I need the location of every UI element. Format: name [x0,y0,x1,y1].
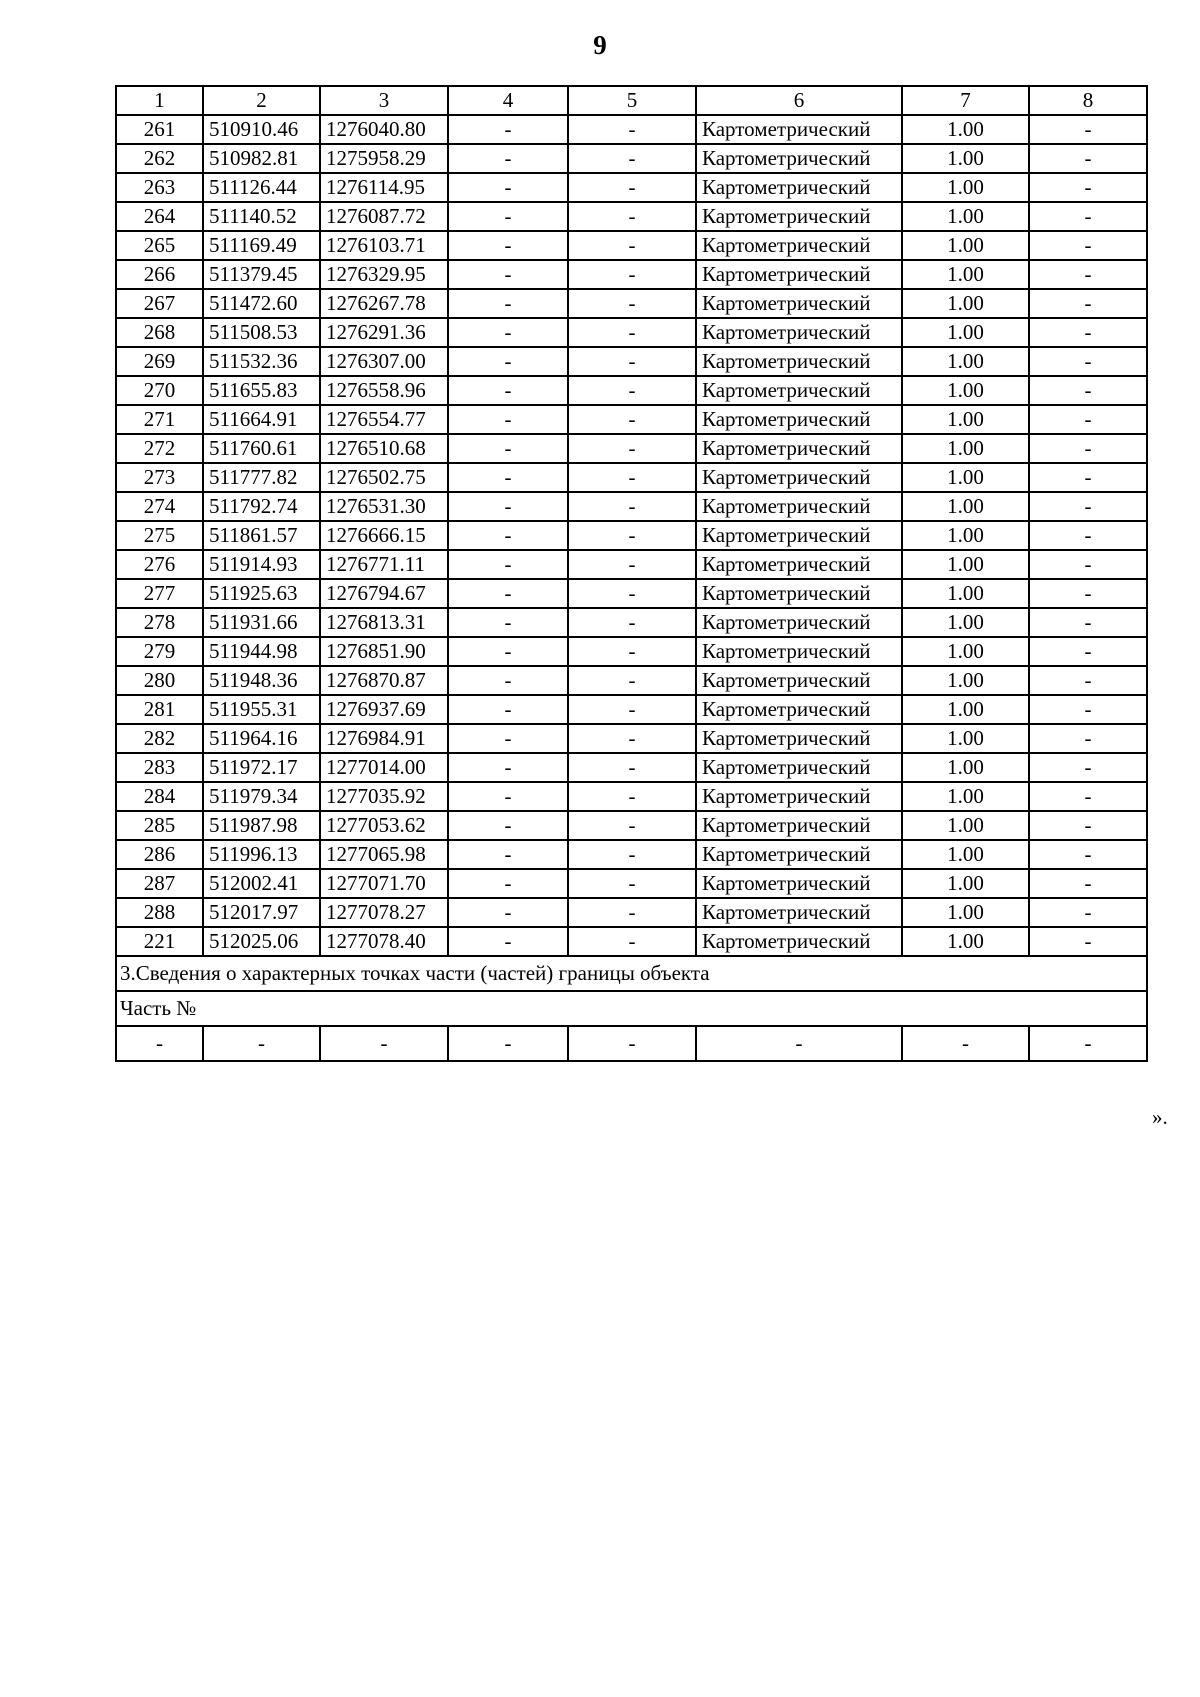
column-5-cell: - [568,579,696,608]
x-coordinate-cell: 512017.97 [203,898,320,927]
column-8-cell: - [1029,550,1147,579]
point-number-cell: 264 [116,202,203,231]
column-8-cell: - [1029,405,1147,434]
empty-cell: - [448,1026,568,1061]
empty-cell: - [116,1026,203,1061]
column-4-cell: - [448,347,568,376]
method-cell: Картометрический [696,115,902,144]
accuracy-cell: 1.00 [902,550,1029,579]
x-coordinate-cell: 511964.16 [203,724,320,753]
column-5-cell: - [568,869,696,898]
x-coordinate-cell: 510910.46 [203,115,320,144]
x-coordinate-cell: 511792.74 [203,492,320,521]
accuracy-cell: 1.00 [902,231,1029,260]
point-number-cell: 267 [116,289,203,318]
point-number-cell: 286 [116,840,203,869]
column-8-cell: - [1029,666,1147,695]
column-5-cell: - [568,405,696,434]
point-number-cell: 262 [116,144,203,173]
column-4-cell: - [448,289,568,318]
column-5-cell: - [568,724,696,753]
column-8-cell: - [1029,753,1147,782]
empty-cell: - [320,1026,448,1061]
column-8-cell: - [1029,115,1147,144]
column-header: 3 [320,86,448,115]
column-4-cell: - [448,115,568,144]
point-number-cell: 273 [116,463,203,492]
column-8-cell: - [1029,260,1147,289]
method-cell: Картометрический [696,231,902,260]
accuracy-cell: 1.00 [902,724,1029,753]
accuracy-cell: 1.00 [902,492,1029,521]
column-4-cell: - [448,927,568,956]
method-cell: Картометрический [696,260,902,289]
table-row [116,753,1147,782]
y-coordinate-cell: 1276510.68 [320,434,448,463]
column-4-cell: - [448,579,568,608]
table-row [116,811,1147,840]
point-number-cell: 276 [116,550,203,579]
column-5-cell: - [568,782,696,811]
column-header: 7 [902,86,1029,115]
column-8-cell: - [1029,463,1147,492]
x-coordinate-cell: 511169.49 [203,231,320,260]
empty-cell: - [203,1026,320,1061]
point-number-cell: 274 [116,492,203,521]
column-5-cell: - [568,811,696,840]
x-coordinate-cell: 511925.63 [203,579,320,608]
method-cell: Картометрический [696,173,902,202]
column-8-cell: - [1029,231,1147,260]
table-row [116,115,1147,144]
method-cell: Картометрический [696,492,902,521]
column-4-cell: - [448,724,568,753]
x-coordinate-cell: 511760.61 [203,434,320,463]
column-5-cell: - [568,695,696,724]
point-number-cell: 221 [116,927,203,956]
table-row [116,724,1147,753]
point-number-cell: 282 [116,724,203,753]
accuracy-cell: 1.00 [902,115,1029,144]
column-8-cell: - [1029,840,1147,869]
column-5-cell: - [568,608,696,637]
table-row [116,289,1147,318]
table-row [116,521,1147,550]
accuracy-cell: 1.00 [902,260,1029,289]
x-coordinate-cell: 511931.66 [203,608,320,637]
column-8-cell: - [1029,376,1147,405]
column-4-cell: - [448,463,568,492]
x-coordinate-cell: 511532.36 [203,347,320,376]
accuracy-cell: 1.00 [902,289,1029,318]
point-number-cell: 272 [116,434,203,463]
y-coordinate-cell: 1276307.00 [320,347,448,376]
column-header: 2 [203,86,320,115]
method-cell: Картометрический [696,898,902,927]
column-5-cell: - [568,173,696,202]
method-cell: Картометрический [696,521,902,550]
column-8-cell: - [1029,173,1147,202]
point-number-cell: 280 [116,666,203,695]
method-cell: Картометрический [696,318,902,347]
column-header: 6 [696,86,902,115]
point-number-cell: 269 [116,347,203,376]
method-cell: Картометрический [696,811,902,840]
point-number-cell: 270 [116,376,203,405]
column-4-cell: - [448,231,568,260]
accuracy-cell: 1.00 [902,753,1029,782]
method-cell: Картометрический [696,144,902,173]
column-4-cell: - [448,753,568,782]
x-coordinate-cell: 511655.83 [203,376,320,405]
accuracy-cell: 1.00 [902,869,1029,898]
accuracy-cell: 1.00 [902,202,1029,231]
accuracy-cell: 1.00 [902,840,1029,869]
column-4-cell: - [448,550,568,579]
method-cell: Картометрический [696,724,902,753]
accuracy-cell: 1.00 [902,434,1029,463]
y-coordinate-cell: 1276087.72 [320,202,448,231]
x-coordinate-cell: 511664.91 [203,405,320,434]
column-5-cell: - [568,840,696,869]
accuracy-cell: 1.00 [902,521,1029,550]
point-number-cell: 275 [116,521,203,550]
table-row [116,463,1147,492]
x-coordinate-cell: 511972.17 [203,753,320,782]
y-coordinate-cell: 1277065.98 [320,840,448,869]
method-cell: Картометрический [696,666,902,695]
table-row [116,898,1147,927]
column-5-cell: - [568,521,696,550]
accuracy-cell: 1.00 [902,347,1029,376]
y-coordinate-cell: 1276040.80 [320,115,448,144]
y-coordinate-cell: 1276558.96 [320,376,448,405]
accuracy-cell: 1.00 [902,898,1029,927]
column-4-cell: - [448,637,568,666]
column-4-cell: - [448,318,568,347]
x-coordinate-cell: 511979.34 [203,782,320,811]
column-5-cell: - [568,492,696,521]
accuracy-cell: 1.00 [902,144,1029,173]
method-cell: Картометрический [696,782,902,811]
closing-quote: ». [1152,1105,1168,1129]
x-coordinate-cell: 511508.53 [203,318,320,347]
point-number-cell: 263 [116,173,203,202]
empty-cell: - [1029,1026,1147,1061]
point-number-cell: 278 [116,608,203,637]
column-4-cell: - [448,260,568,289]
method-cell: Картометрический [696,608,902,637]
y-coordinate-cell: 1276984.91 [320,724,448,753]
column-4-cell: - [448,898,568,927]
y-coordinate-cell: 1276554.77 [320,405,448,434]
point-number-cell: 266 [116,260,203,289]
table-row [116,173,1147,202]
method-cell: Картометрический [696,753,902,782]
table-row [116,927,1147,956]
table-row [116,666,1147,695]
column-4-cell: - [448,666,568,695]
accuracy-cell: 1.00 [902,637,1029,666]
column-5-cell: - [568,898,696,927]
table-row [116,144,1147,173]
column-8-cell: - [1029,724,1147,753]
method-cell: Картометрический [696,927,902,956]
column-5-cell: - [568,927,696,956]
x-coordinate-cell: 511987.98 [203,811,320,840]
column-8-cell: - [1029,318,1147,347]
column-8-cell: - [1029,289,1147,318]
table-row [116,434,1147,463]
table-row [116,695,1147,724]
point-number-cell: 284 [116,782,203,811]
x-coordinate-cell: 511777.82 [203,463,320,492]
column-4-cell: - [448,869,568,898]
method-cell: Картометрический [696,463,902,492]
table-row [116,318,1147,347]
column-8-cell: - [1029,811,1147,840]
table-row [116,492,1147,521]
y-coordinate-cell: 1276502.75 [320,463,448,492]
part-label-row [116,991,1147,1026]
column-4-cell: - [448,492,568,521]
empty-cell: - [902,1026,1029,1061]
column-4-cell: - [448,434,568,463]
y-coordinate-cell: 1276103.71 [320,231,448,260]
method-cell: Картометрический [696,579,902,608]
section-title: 3.Сведения о характерных точках части (частей) границы объекта [116,956,1147,991]
column-4-cell: - [448,405,568,434]
column-5-cell: - [568,347,696,376]
y-coordinate-cell: 1276531.30 [320,492,448,521]
table-row [116,550,1147,579]
y-coordinate-cell: 1276813.31 [320,608,448,637]
x-coordinate-cell: 512025.06 [203,927,320,956]
empty-cell: - [696,1026,902,1061]
column-4-cell: - [448,144,568,173]
accuracy-cell: 1.00 [902,695,1029,724]
y-coordinate-cell: 1277053.62 [320,811,448,840]
x-coordinate-cell: 511861.57 [203,521,320,550]
point-number-cell: 261 [116,115,203,144]
table-row [116,347,1147,376]
method-cell: Картометрический [696,289,902,318]
empty-part-row [116,1026,1147,1061]
column-5-cell: - [568,318,696,347]
column-8-cell: - [1029,608,1147,637]
column-5-cell: - [568,550,696,579]
column-8-cell: - [1029,869,1147,898]
method-cell: Картометрический [696,434,902,463]
column-8-cell: - [1029,144,1147,173]
x-coordinate-cell: 511944.98 [203,637,320,666]
x-coordinate-cell: 511126.44 [203,173,320,202]
column-5-cell: - [568,115,696,144]
column-4-cell: - [448,608,568,637]
accuracy-cell: 1.00 [902,318,1029,347]
column-8-cell: - [1029,579,1147,608]
column-8-cell: - [1029,434,1147,463]
x-coordinate-cell: 511379.45 [203,260,320,289]
column-8-cell: - [1029,347,1147,376]
column-5-cell: - [568,434,696,463]
table-row [116,782,1147,811]
column-8-cell: - [1029,521,1147,550]
method-cell: Картометрический [696,869,902,898]
y-coordinate-cell: 1277014.00 [320,753,448,782]
table-row [116,637,1147,666]
column-header: 4 [448,86,568,115]
x-coordinate-cell: 511948.36 [203,666,320,695]
column-header: 5 [568,86,696,115]
column-8-cell: - [1029,695,1147,724]
accuracy-cell: 1.00 [902,782,1029,811]
column-8-cell: - [1029,637,1147,666]
method-cell: Картометрический [696,550,902,579]
column-5-cell: - [568,637,696,666]
y-coordinate-cell: 1275958.29 [320,144,448,173]
column-8-cell: - [1029,898,1147,927]
point-number-cell: 283 [116,753,203,782]
accuracy-cell: 1.00 [902,376,1029,405]
x-coordinate-cell: 512002.41 [203,869,320,898]
x-coordinate-cell: 511996.13 [203,840,320,869]
accuracy-cell: 1.00 [902,579,1029,608]
accuracy-cell: 1.00 [902,608,1029,637]
method-cell: Картометрический [696,405,902,434]
accuracy-cell: 1.00 [902,463,1029,492]
column-5-cell: - [568,289,696,318]
column-5-cell: - [568,144,696,173]
table-row [116,869,1147,898]
method-cell: Картометрический [696,637,902,666]
table-header-row [116,86,1147,115]
point-number-cell: 277 [116,579,203,608]
point-number-cell: 287 [116,869,203,898]
method-cell: Картометрический [696,347,902,376]
column-5-cell: - [568,376,696,405]
point-number-cell: 279 [116,637,203,666]
table-row [116,579,1147,608]
point-number-cell: 288 [116,898,203,927]
table-row [116,202,1147,231]
method-cell: Картометрический [696,376,902,405]
y-coordinate-cell: 1276666.15 [320,521,448,550]
column-4-cell: - [448,782,568,811]
method-cell: Картометрический [696,202,902,231]
table-row [116,840,1147,869]
column-header: 8 [1029,86,1147,115]
column-8-cell: - [1029,492,1147,521]
column-4-cell: - [448,840,568,869]
column-8-cell: - [1029,782,1147,811]
column-header: 1 [116,86,203,115]
column-5-cell: - [568,231,696,260]
accuracy-cell: 1.00 [902,666,1029,695]
x-coordinate-cell: 511140.52 [203,202,320,231]
table-row [116,405,1147,434]
page-number: 9 [593,30,607,60]
y-coordinate-cell: 1277078.27 [320,898,448,927]
column-5-cell: - [568,753,696,782]
point-number-cell: 265 [116,231,203,260]
accuracy-cell: 1.00 [902,811,1029,840]
accuracy-cell: 1.00 [902,927,1029,956]
y-coordinate-cell: 1276937.69 [320,695,448,724]
x-coordinate-cell: 510982.81 [203,144,320,173]
point-number-cell: 268 [116,318,203,347]
column-5-cell: - [568,666,696,695]
coordinates-table [115,85,1148,1062]
point-number-cell: 271 [116,405,203,434]
column-5-cell: - [568,463,696,492]
y-coordinate-cell: 1276114.95 [320,173,448,202]
point-number-cell: 285 [116,811,203,840]
y-coordinate-cell: 1277035.92 [320,782,448,811]
table-body [116,86,1147,956]
y-coordinate-cell: 1276267.78 [320,289,448,318]
section-title-row [116,956,1147,991]
y-coordinate-cell: 1276329.95 [320,260,448,289]
table-row [116,231,1147,260]
y-coordinate-cell: 1277071.70 [320,869,448,898]
x-coordinate-cell: 511955.31 [203,695,320,724]
accuracy-cell: 1.00 [902,173,1029,202]
x-coordinate-cell: 511914.93 [203,550,320,579]
column-4-cell: - [448,202,568,231]
x-coordinate-cell: 511472.60 [203,289,320,318]
method-cell: Картометрический [696,840,902,869]
table-row [116,608,1147,637]
column-4-cell: - [448,811,568,840]
y-coordinate-cell: 1276851.90 [320,637,448,666]
y-coordinate-cell: 1276870.87 [320,666,448,695]
method-cell: Картометрический [696,695,902,724]
y-coordinate-cell: 1276794.67 [320,579,448,608]
table-footer [116,956,1147,1061]
column-5-cell: - [568,260,696,289]
part-number-label: Часть № [116,991,1147,1026]
column-4-cell: - [448,521,568,550]
y-coordinate-cell: 1276291.36 [320,318,448,347]
empty-cell: - [568,1026,696,1061]
y-coordinate-cell: 1277078.40 [320,927,448,956]
column-8-cell: - [1029,202,1147,231]
accuracy-cell: 1.00 [902,405,1029,434]
point-number-cell: 281 [116,695,203,724]
table-row [116,376,1147,405]
table-row [116,260,1147,289]
column-5-cell: - [568,202,696,231]
column-4-cell: - [448,695,568,724]
column-4-cell: - [448,173,568,202]
column-4-cell: - [448,376,568,405]
column-8-cell: - [1029,927,1147,956]
y-coordinate-cell: 1276771.11 [320,550,448,579]
